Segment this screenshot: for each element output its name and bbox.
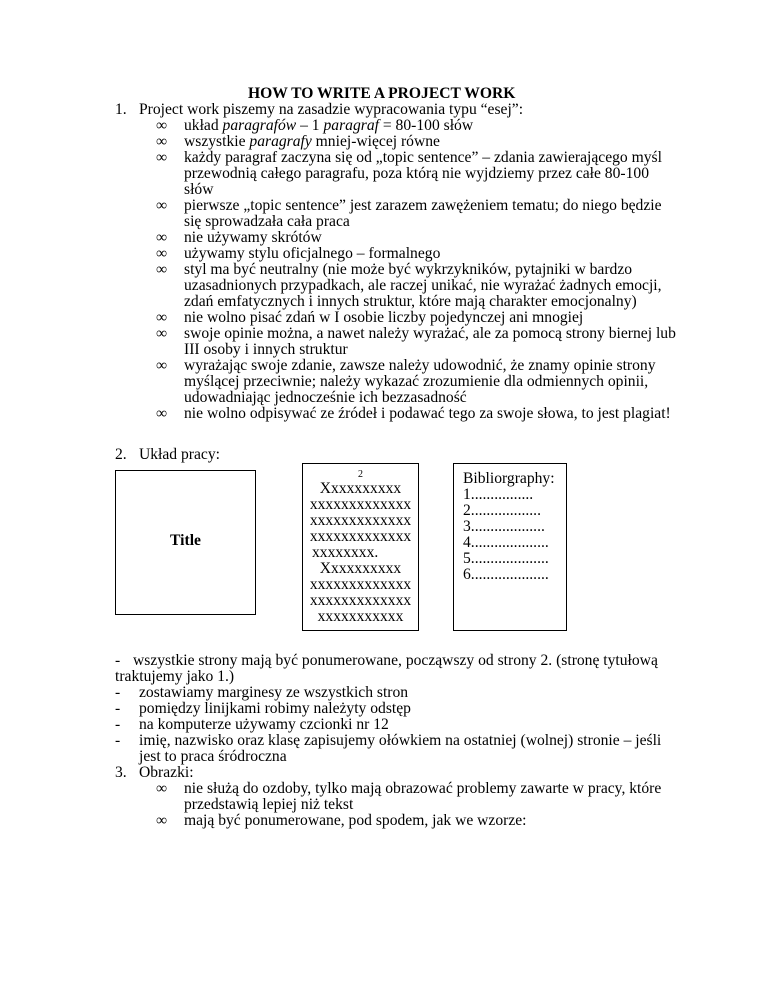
bibliography-heading: Bibliorgraphy: bbox=[463, 470, 555, 487]
content-page-number: 2 bbox=[358, 469, 363, 480]
text-segment: układ bbox=[184, 117, 223, 134]
content-page-diagram bbox=[302, 463, 419, 631]
note-line: imię, nazwisko oraz klasę zapisujemy ołówkiem na ostatniej (wolnej) stronie – jeśli bbox=[139, 732, 662, 749]
bibliography-entry: 5.................... bbox=[463, 550, 549, 567]
section-1-item-line bbox=[184, 214, 350, 230]
bullet-infinity-icon: ∞ bbox=[156, 780, 168, 797]
section-2-heading: Układ pracy: bbox=[139, 446, 220, 463]
section-1-item-line bbox=[184, 166, 649, 182]
title-page-label: Title bbox=[170, 532, 201, 549]
bullet-infinity-icon: ∞ bbox=[156, 812, 168, 829]
section-1-item-line bbox=[184, 246, 440, 262]
content-page-line: xxxxxxxxxxxxx bbox=[309, 512, 412, 529]
section-3-heading: Obrazki: bbox=[139, 764, 194, 781]
text-segment: nie wolno odpisywać ze źródeł i podawać tego za swoje słowa, to jest plagiat! bbox=[184, 405, 671, 422]
text-segment: nie używamy skrótów bbox=[184, 229, 322, 246]
text-segment: przewodnią całego paragrafu, poza którą nie wyjdziemy przez całe 80-100 bbox=[184, 165, 649, 182]
note-dash: - bbox=[115, 716, 121, 733]
italic-term: paragrafy bbox=[249, 133, 312, 150]
section-1-item-line bbox=[184, 198, 662, 214]
note-dash: - bbox=[115, 684, 121, 701]
text-segment: udowadniając jednocześnie ich bezzasadność bbox=[184, 389, 467, 406]
text-segment: nie wolno pisać zdań w I osobie liczby pojedynczej ani mnogiej bbox=[184, 309, 584, 326]
bibliography-entry: 2.................. bbox=[463, 502, 541, 519]
italic-term: paragrafów bbox=[222, 117, 297, 134]
bullet-infinity-icon: ∞ bbox=[156, 261, 168, 278]
text-segment: styl ma być neutralny (nie może być wykrzykników, pytajniki w bardzo bbox=[184, 261, 633, 278]
document-title: HOW TO WRITE A PROJECT WORK bbox=[248, 85, 516, 102]
section-3-number: 3. bbox=[115, 764, 127, 781]
bullet-infinity-icon: ∞ bbox=[156, 405, 168, 422]
section-1-item-line bbox=[184, 150, 662, 166]
section-1-item-line bbox=[184, 134, 440, 150]
text-segment: się sprowadzała cała praca bbox=[184, 213, 350, 230]
section-1-item-line bbox=[184, 310, 583, 326]
section-1-item-line bbox=[184, 230, 322, 246]
text-segment: uzasadnionych przypadkach, ale raczej unikać, nie wyrażać żadnych emocji, bbox=[184, 277, 662, 294]
section-3-item-line bbox=[184, 781, 661, 797]
content-page-line: xxxxxxxxxxxxx bbox=[309, 576, 412, 593]
text-segment: myślącej przeciwnie; należy wykazać zrozumienie dla odmiennych opinii, bbox=[184, 373, 649, 390]
section-1-item-line bbox=[184, 182, 213, 198]
text-segment: swoje opinie można, a nawet należy wyrażać, ale za pomocą strony biernej lub bbox=[184, 325, 676, 342]
bibliography-entry: 1................ bbox=[463, 486, 534, 503]
bullet-infinity-icon: ∞ bbox=[156, 117, 168, 134]
text-segment: nie służą do ozdoby, tylko mają obrazować problemy zawarte w pracy, które bbox=[184, 780, 662, 797]
text-segment: każdy paragraf zaczyna się od „topic sentence” – zdania zawierającego myśl bbox=[184, 149, 662, 166]
section-1-item-line bbox=[184, 342, 348, 358]
content-page-line: xxxxxxxxxxxxx bbox=[309, 528, 412, 545]
note-line: pomiędzy linijkami robimy należyty odstęp bbox=[139, 700, 411, 717]
note-dash: - bbox=[115, 732, 121, 749]
content-page-line: Xxxxxxxxxx bbox=[319, 560, 402, 577]
text-segment: wszystkie bbox=[184, 133, 250, 150]
bullet-infinity-icon: ∞ bbox=[156, 133, 168, 150]
content-page-line: xxxxxxxxxxx bbox=[317, 608, 404, 625]
section-1-item-line bbox=[184, 374, 648, 390]
section-1-item-line bbox=[184, 262, 632, 278]
bullet-infinity-icon: ∞ bbox=[156, 357, 168, 374]
note-dash: - bbox=[115, 700, 121, 717]
bullet-infinity-icon: ∞ bbox=[156, 229, 168, 246]
section-1-item-line bbox=[184, 358, 656, 374]
note-line: jest to praca śródroczna bbox=[139, 748, 287, 765]
text-segment: = 80-100 słów bbox=[378, 117, 474, 134]
bullet-infinity-icon: ∞ bbox=[156, 149, 168, 166]
section-1-item-line bbox=[184, 278, 662, 294]
section-1-item-line bbox=[184, 326, 676, 342]
section-1-number: 1. bbox=[115, 101, 127, 118]
title-page-diagram bbox=[115, 470, 256, 615]
italic-term: paragraf bbox=[323, 117, 379, 134]
note-dash: - bbox=[115, 652, 121, 669]
text-segment: – 1 bbox=[296, 117, 324, 134]
section-1-item-line bbox=[184, 406, 671, 422]
content-page-line: Xxxxxxxxxx bbox=[319, 480, 402, 497]
text-segment: używamy stylu oficjalnego – formalnego bbox=[184, 245, 441, 262]
bibliography-entry: 3................... bbox=[463, 518, 545, 535]
section-1-item-line bbox=[184, 118, 473, 134]
text-segment: zdań emfatycznych i innych struktur, które mają charakter emocjonalny) bbox=[184, 293, 637, 310]
section-1-item-line bbox=[184, 294, 637, 310]
note-line: zostawiamy marginesy ze wszystkich stron bbox=[139, 684, 409, 701]
section-2-number: 2. bbox=[115, 446, 127, 463]
section-3-item-line bbox=[184, 813, 527, 829]
bullet-infinity-icon: ∞ bbox=[156, 197, 168, 214]
bibliography-entry: 4.................... bbox=[463, 534, 549, 551]
section-1-heading: Project work piszemy na zasadzie wypracowania typu “esej”: bbox=[139, 101, 524, 118]
bullet-infinity-icon: ∞ bbox=[156, 245, 168, 262]
text-segment: pierwsze „topic sentence” jest zarazem zawężeniem tematu; do niego będzie bbox=[184, 197, 662, 214]
text-segment: słów bbox=[184, 181, 214, 198]
note-line: wszystkie strony mają być ponumerowane, począwszy od strony 2. (stronę tytułową bbox=[133, 652, 658, 669]
text-segment: przedstawią lepiej niż tekst bbox=[184, 796, 354, 813]
section-3-item-line bbox=[184, 797, 353, 813]
note-line: na komputerze używamy czcionki nr 12 bbox=[139, 716, 389, 733]
content-page-line: xxxxxxxxxxxxx bbox=[309, 496, 412, 513]
text-segment: mają być ponumerowane, pod spodem, jak we wzorze: bbox=[184, 812, 527, 829]
bullet-infinity-icon: ∞ bbox=[156, 325, 168, 342]
text-segment: III osoby i innych struktur bbox=[184, 341, 348, 358]
bibliography-page-diagram bbox=[453, 463, 567, 631]
text-segment: mniej-więcej równe bbox=[311, 133, 440, 150]
section-1-item-line bbox=[184, 390, 467, 406]
bullet-infinity-icon: ∞ bbox=[156, 309, 168, 326]
content-page-line: xxxxxxxxxxxxx bbox=[309, 592, 412, 609]
content-page-line: xxxxxxxx. bbox=[312, 544, 379, 561]
text-segment: wyrażając swoje zdanie, zawsze należy udowodnić, że znamy opinie strony bbox=[184, 357, 656, 374]
note-line: traktujemy jako 1.) bbox=[115, 668, 235, 685]
bibliography-entry: 6.................... bbox=[463, 566, 549, 583]
